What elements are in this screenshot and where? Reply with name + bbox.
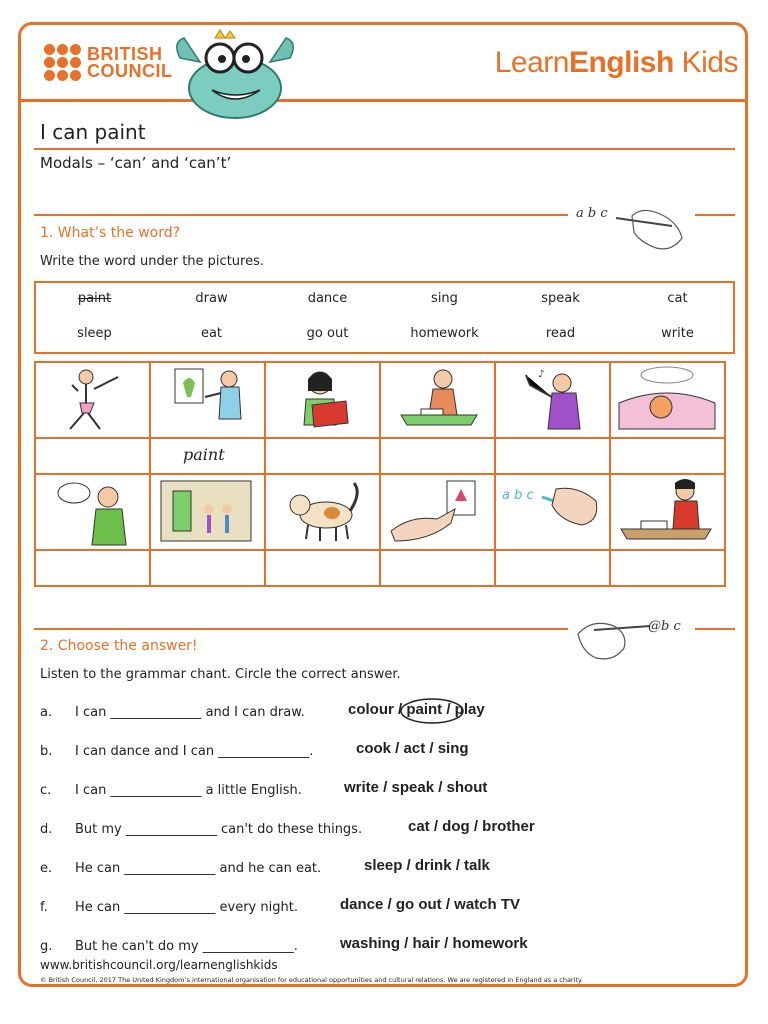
question-letter: c. [40, 783, 52, 798]
footer-copyright: © British Council, 2017 The United Kingdom’s international organisation for educational opportunities and cultural relations. We are registered in England as a charity. [40, 976, 583, 984]
example-answer: paint [183, 445, 225, 464]
question-text: I can ______________ a little English. [75, 783, 302, 798]
question-text: But my ______________ can't do these things. [75, 822, 363, 837]
answer-cell[interactable] [150, 438, 265, 474]
drawing-hand-icon [380, 474, 495, 550]
section2-instruction: Listen to the grammar chant. Circle the correct answer. [40, 667, 401, 682]
worksheet-title: I can paint [40, 120, 146, 144]
answer-cell[interactable] [495, 550, 610, 586]
svg-text:♪: ♪ [538, 369, 545, 380]
british-council-logo [44, 44, 173, 81]
dancing-girl-icon [35, 362, 150, 438]
answer-cell[interactable] [610, 438, 725, 474]
picture-grid [34, 361, 726, 587]
question-text: I can ______________ and I can draw. [75, 705, 305, 720]
answer-cell[interactable] [610, 550, 725, 586]
header-divider [18, 99, 748, 102]
question-row [40, 740, 740, 762]
question-letter: a. [40, 705, 53, 720]
section1-heading: 1. What’s the word? [40, 225, 181, 241]
answer-cell[interactable] [265, 438, 380, 474]
word-bank-item: eat [200, 326, 223, 341]
word-bank-item: write [661, 326, 694, 341]
answer-options[interactable]: cook / act / sing [356, 740, 469, 757]
answer-options[interactable]: dance / go out / watch TV [340, 896, 521, 913]
singing-boy-icon [495, 362, 610, 438]
answer-cell[interactable] [150, 550, 265, 586]
section2-heading: 2. Choose the answer! [40, 638, 198, 654]
answer-options[interactable]: washing / hair / homework [340, 935, 528, 952]
monster-mascot-icon [170, 28, 300, 123]
question-letter: g. [40, 939, 53, 954]
word-bank-item: read [545, 326, 576, 341]
bc-logo-line1: BRITISH [87, 43, 163, 64]
word-bank-item: cat [667, 291, 688, 306]
word-bank-item: paint [77, 291, 112, 306]
word-bank-item: sleep [77, 326, 112, 341]
question-row [40, 896, 740, 918]
question-row [40, 935, 740, 957]
worksheet-subtitle: Modals – ‘can’ and ‘can’t’ [40, 154, 232, 172]
section2-rule-right [695, 628, 735, 630]
section1-instruction: Write the word under the pictures. [40, 254, 264, 269]
question-row [40, 857, 740, 879]
question-text: He can ______________ every night. [75, 900, 298, 915]
word-bank-item: draw [195, 291, 228, 306]
section1-rule-right [695, 214, 735, 216]
question-row [40, 779, 740, 801]
svg-text:a b c: a b c [502, 488, 534, 503]
answer-cell[interactable] [265, 550, 380, 586]
reading-at-desk-girl-icon [610, 474, 725, 550]
answer-circle-icon [399, 697, 465, 725]
word-bank-item: dance [307, 291, 348, 306]
question-text: But he can't do my ______________. [75, 939, 298, 954]
question-row [40, 818, 740, 840]
word-bank-item: go out [306, 326, 349, 341]
speaking-man-icon [35, 474, 150, 550]
bc-dots-icon [44, 44, 81, 81]
answer-cell[interactable] [495, 438, 610, 474]
answer-options[interactable]: cat / dog / brother [408, 818, 535, 835]
cat-icon [265, 474, 380, 550]
word-bank-item: homework [410, 326, 479, 341]
painting-boy-icon [150, 362, 265, 438]
answer-options[interactable]: sleep / drink / talk [364, 857, 490, 874]
question-letter: f. [40, 900, 48, 915]
lek-learn: Learn [494, 46, 569, 79]
going-out-people-icon [150, 474, 265, 550]
section1-rule-left [34, 214, 568, 216]
lek-kids: Kids [673, 46, 738, 79]
writing-hand-icon [495, 474, 610, 550]
question-text: He can ______________ and he can eat. [75, 861, 322, 876]
word-bank-item: sing [431, 291, 458, 306]
lek-english: English [568, 46, 674, 79]
answer-options[interactable]: write / speak / shout [344, 779, 488, 796]
answer-cell[interactable] [35, 438, 150, 474]
section2-abc: @b c [648, 619, 681, 634]
sleeping-girl-icon [610, 362, 725, 438]
answer-options[interactable]: colour / paint / play [348, 701, 485, 718]
question-letter: e. [40, 861, 53, 876]
writing-hand-icon-2 [574, 612, 654, 668]
answer-cell[interactable] [380, 438, 495, 474]
answer-cell[interactable] [380, 550, 495, 586]
word-bank [34, 281, 735, 354]
word-bank-item: speak [541, 291, 580, 306]
question-letter: b. [40, 744, 53, 759]
answer-cell[interactable] [35, 550, 150, 586]
writing-hand-icon [612, 198, 692, 258]
question-letter: d. [40, 822, 53, 837]
footer-url[interactable]: www.britishcouncil.org/learnenglishkids [40, 958, 278, 972]
question-row [40, 701, 740, 723]
learnenglish-kids-logo [495, 46, 738, 80]
title-rule [34, 148, 735, 150]
reading-girl-icon [265, 362, 380, 438]
question-text: I can dance and I can ______________. [75, 744, 314, 759]
section2-rule-left [34, 628, 568, 630]
homework-girl-icon [380, 362, 495, 438]
bc-logo-line2: COUNCIL [87, 60, 173, 81]
section1-abc: a b c [576, 206, 608, 221]
